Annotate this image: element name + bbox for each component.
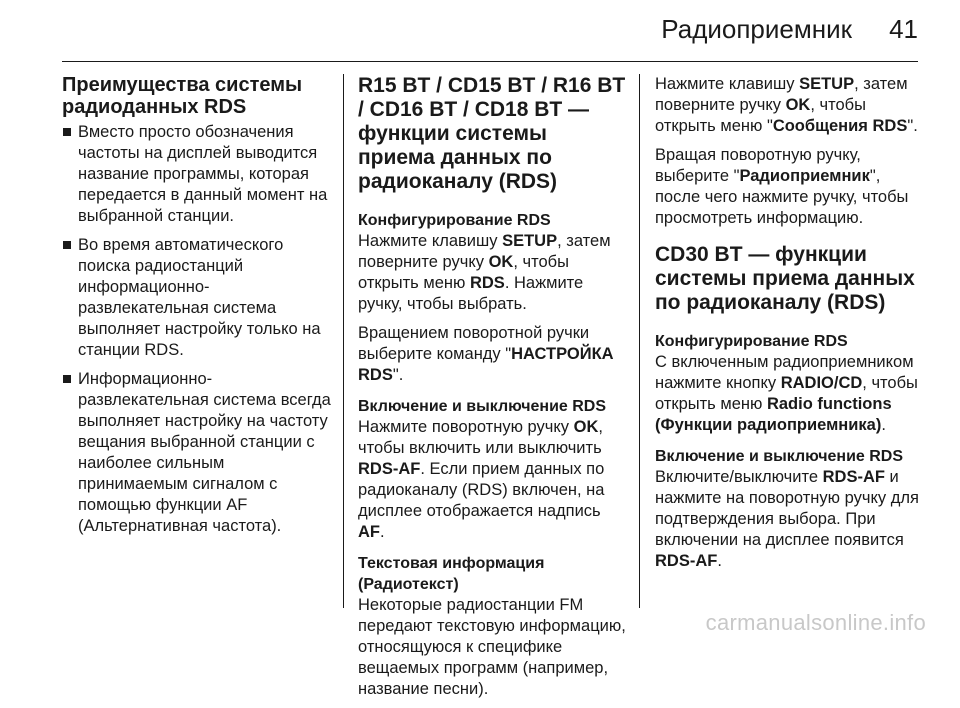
- paragraph: Некоторые радиостанции FM передают текстовую информацию, относящуюся к специфике вещаемых программ (например, название песни).: [358, 596, 626, 698]
- page-number: 41: [889, 14, 918, 44]
- rds-onoff-title: Включение и выключение RDS: [358, 398, 607, 415]
- rds-onoff-title: Включение и выключение RDS: [655, 448, 904, 465]
- square-bullet-icon: [63, 128, 71, 136]
- paragraph: С включенным радиоприемником нажмите кнопку RADIO/CD, чтобы открыть меню Radio functions (Функции радиоприемника).: [655, 353, 918, 434]
- rds-advantages-heading: Преимущества системы радиоданных RDS: [62, 74, 303, 118]
- header-rule: [62, 61, 918, 62]
- column-1: [62, 74, 332, 545]
- rds-config-title: Конфигурирование RDS: [655, 333, 848, 350]
- column-divider-2: [639, 74, 640, 608]
- column-3: [655, 74, 925, 580]
- paragraph: Нажмите клавишу SETUP, затем поверните ручку OK, чтобы открыть меню "Сообщения RDS".: [655, 75, 918, 135]
- rds-config-title: Конфигурирование RDS: [358, 212, 551, 229]
- watermark: carmanualsonline.info: [705, 610, 926, 635]
- list-item: Во время автоматического поиска радиостанций информационно-развлекательная система выполняет настройку только на станции RDS.: [62, 235, 332, 361]
- column-divider-1: [343, 74, 344, 608]
- section-heading-r15: R15 BT / CD15 BT / R16 BT / CD16 BT / CD18 BT — функции системы приема данных по радиоканалу (RDS): [358, 74, 626, 193]
- column-2: [358, 74, 626, 708]
- paragraph: Нажмите поворотную ручку OK, чтобы включить или выключить RDS-AF. Если прием данных по радиоканалу (RDS) включен, на дисплее отображается надпись AF.: [358, 418, 605, 541]
- chapter-title: Радиоприемник: [661, 14, 852, 44]
- paragraph: Включите/выключите RDS-AF и нажмите на поворотную ручку для подтверждения выбора. При включении на дисплее появится RDS-AF.: [655, 468, 919, 570]
- list-item: Информационно-развлекательная система всегда выполняет настройку на частоту вещания выбранной станции с наиболее сильным принимаемым сигналом с помощью функции AF (Альтернативная частота).: [62, 369, 332, 537]
- paragraph: Нажмите клавишу SETUP, затем поверните ручку OK, чтобы открыть меню RDS. Нажмите ручку, чтобы выбрать.: [358, 232, 611, 313]
- paragraph: Вращая поворотную ручку, выберите "Радиоприемник", после чего нажмите ручку, чтобы просмотреть информацию.: [655, 146, 909, 227]
- square-bullet-icon: [63, 241, 71, 249]
- paragraph: Вращением поворотной ручки выберите команду "НАСТРОЙКА RDS".: [358, 324, 614, 384]
- rds-advantages-list: [62, 122, 332, 537]
- list-item: Вместо просто обозначения частоты на дисплей выводится название программы, которая передается в данный момент на выбранной станции.: [62, 122, 332, 227]
- square-bullet-icon: [63, 375, 71, 383]
- section-heading-cd30: CD30 BT — функции системы приема данных по радиоканалу (RDS): [655, 243, 915, 314]
- radiotext-title: Текстовая информация (Радиотекст): [358, 555, 545, 593]
- page-header: [0, 0, 960, 60]
